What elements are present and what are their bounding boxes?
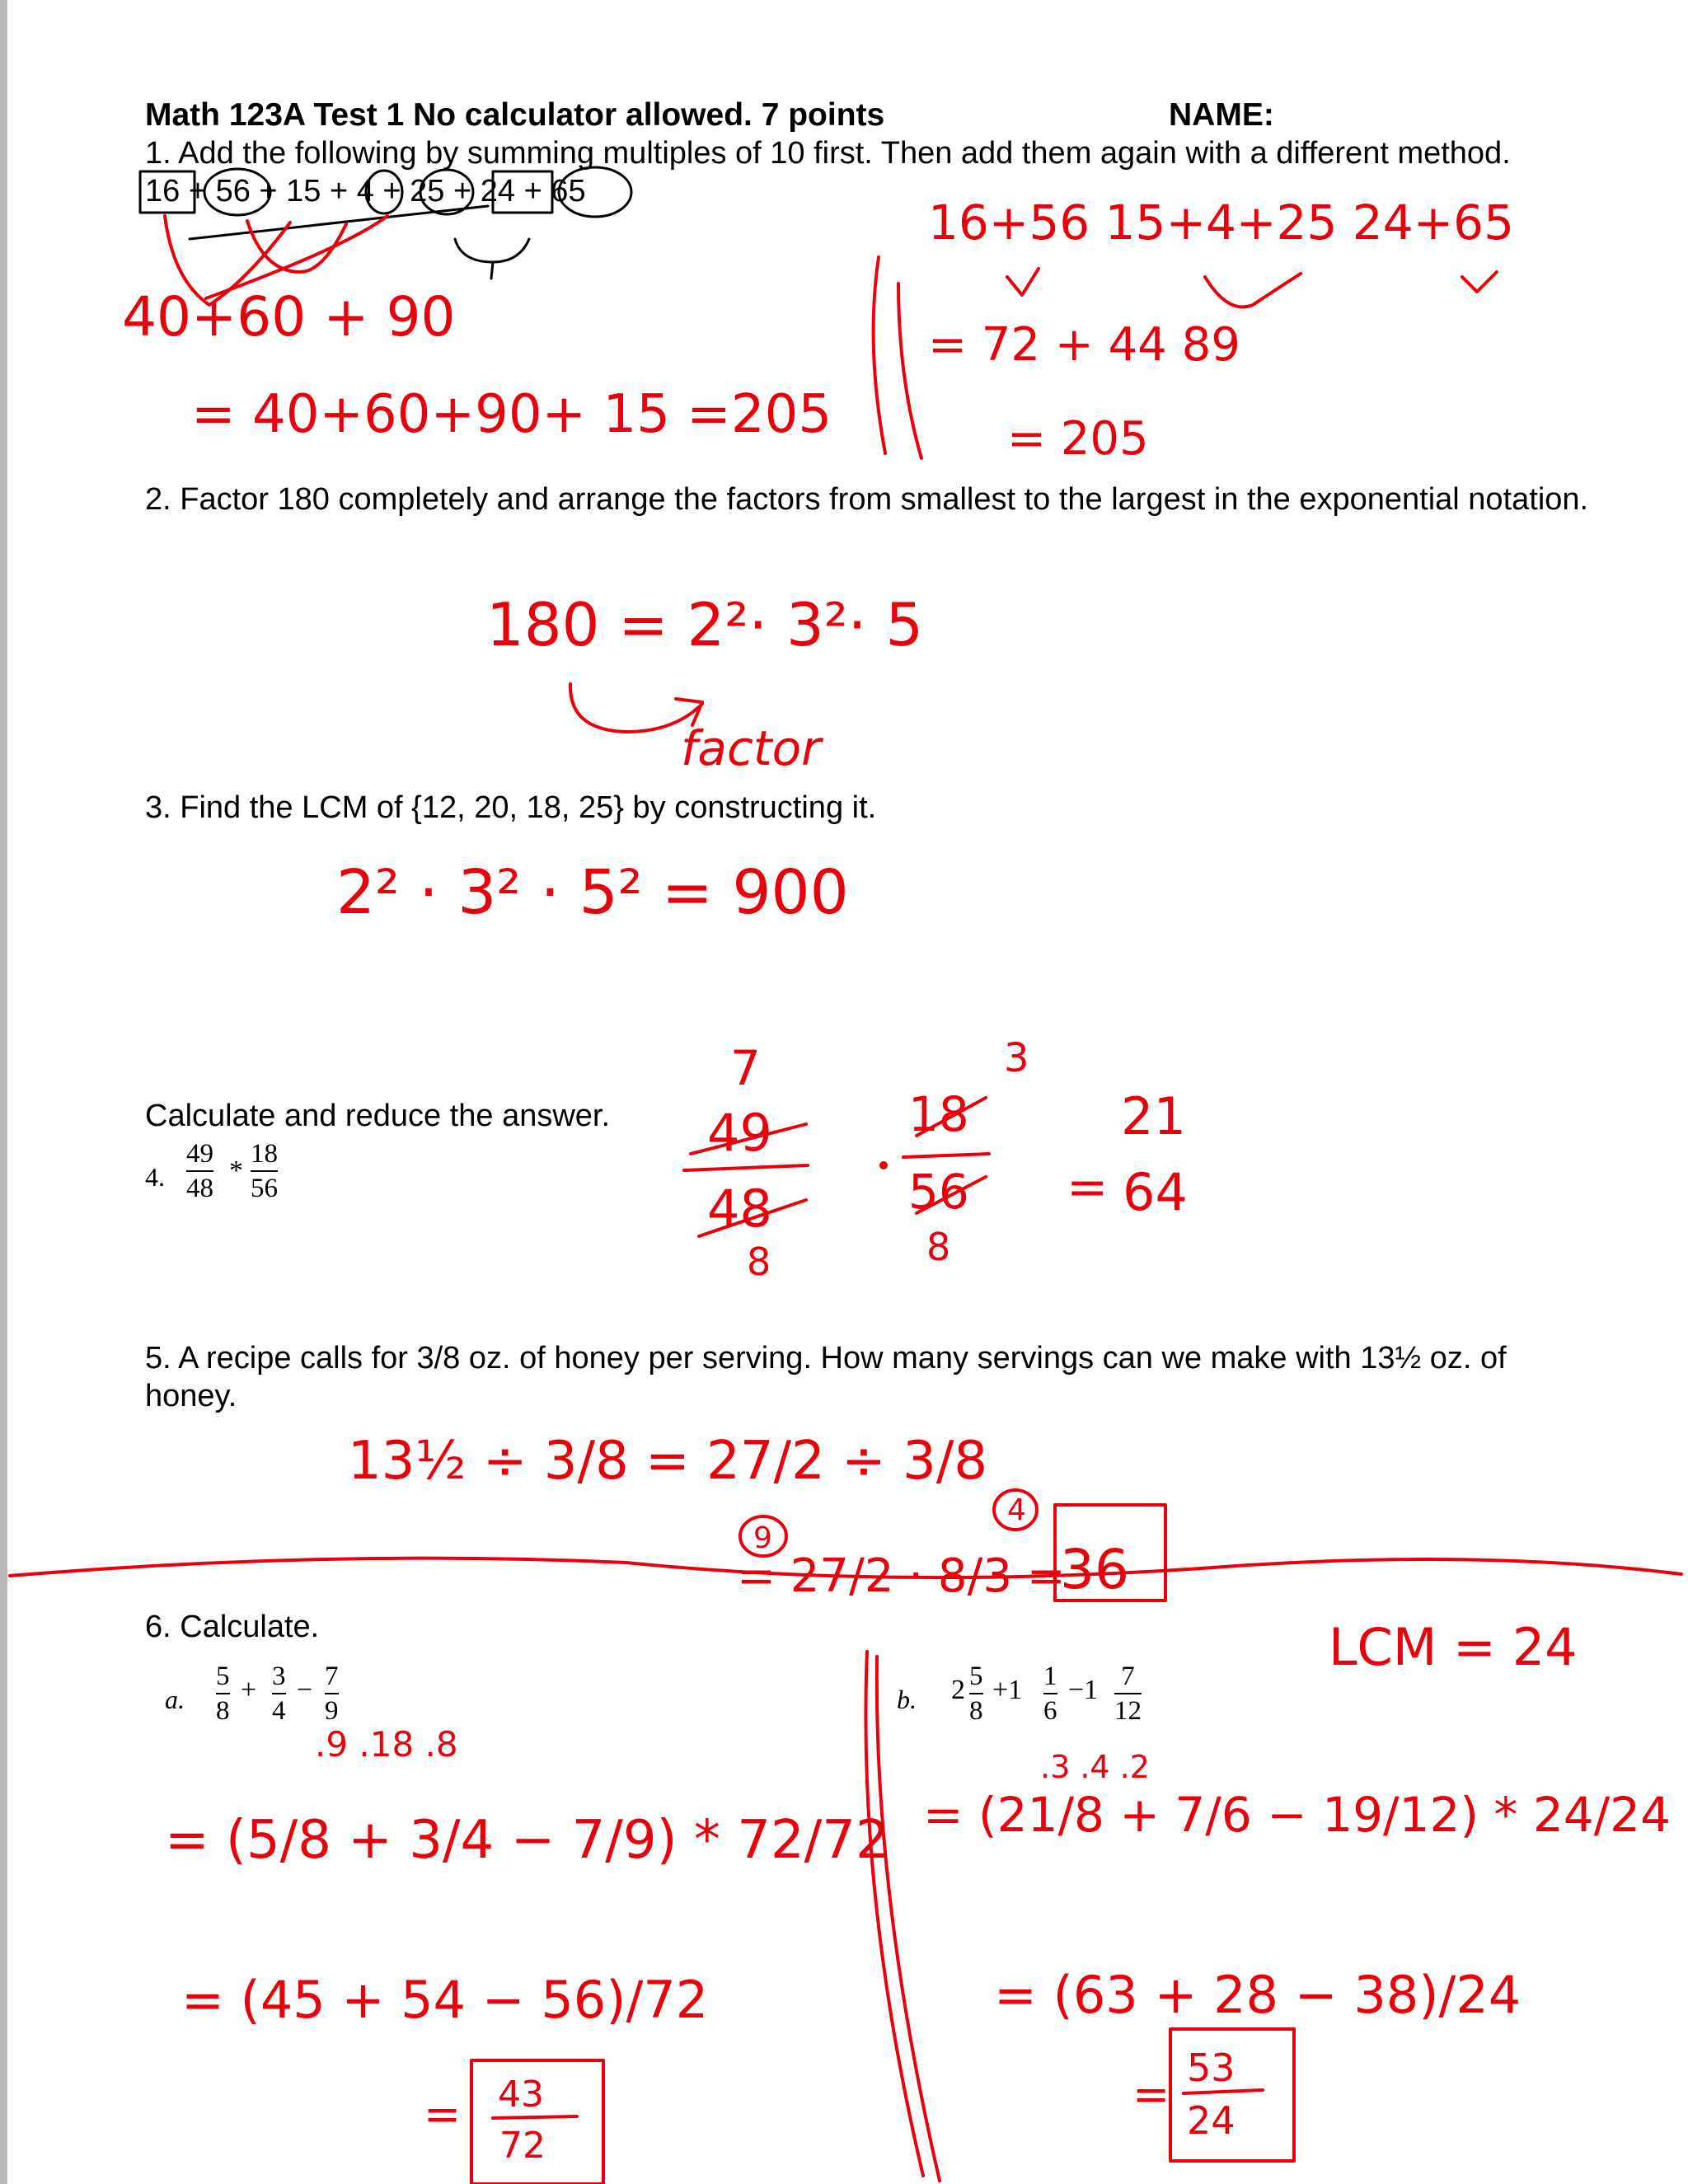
- q4-fraction-2: [251, 1139, 278, 1203]
- q1-alt-result: = 205: [1007, 412, 1149, 466]
- q6-divider-2: [877, 1657, 940, 2181]
- name-label: NAME:: [1169, 97, 1274, 133]
- q4-result-den: 64: [1123, 1162, 1188, 1222]
- q6a-marks: .9 .18 .8: [315, 1724, 458, 1765]
- denominator: 56: [251, 1174, 278, 1203]
- q1-divider-1: [874, 257, 885, 453]
- q1-divider-2: [898, 284, 921, 458]
- q1-brace-stem: [491, 262, 493, 279]
- q1-brace-black: [455, 239, 529, 262]
- q6a-label: a.: [165, 1685, 185, 1714]
- q6a-answer-num: 43: [498, 2074, 544, 2116]
- q6b-whole-1: 2: [951, 1675, 965, 1705]
- q6a-op-1: +: [241, 1675, 257, 1705]
- q1-expression: 16 + 56 + 15 + 4 + 25 + 24 + 65: [145, 174, 586, 209]
- numerator: 49: [186, 1139, 213, 1169]
- denominator: 48: [186, 1174, 213, 1203]
- q4-bar-right: [903, 1154, 989, 1157]
- q6b-answer-equals: =: [1132, 2069, 1170, 2121]
- q4-dot: [879, 1161, 888, 1169]
- q6a-answer-den: 72: [499, 2125, 546, 2167]
- q4-cancel-3: 3: [1004, 1035, 1029, 1081]
- q4-left-den: 48: [707, 1179, 772, 1239]
- q4-bar-left: [684, 1165, 808, 1170]
- q6b-answer-num: 53: [1187, 2046, 1236, 2090]
- q1-alt-top: 16+56 15+4+25 24+65: [928, 194, 1514, 251]
- test-title: Math 123A Test 1 No calculator allowed. 7 points: [145, 97, 885, 133]
- q1-work-line1: 40+60 + 90: [122, 285, 456, 349]
- q6b-label: b.: [897, 1685, 917, 1714]
- q6a-answer-bar: [493, 2116, 577, 2118]
- q1-work-line2: = 40+60+90+ 15 =205: [191, 384, 832, 445]
- q4-number: 4.: [145, 1162, 165, 1192]
- numerator: 5: [969, 1661, 983, 1691]
- denominator: 8: [216, 1696, 230, 1726]
- q6b-fraction-1: [969, 1661, 983, 1726]
- q4-operator: *: [229, 1155, 243, 1186]
- q4-right-den: 56: [908, 1164, 969, 1220]
- q6b-op-1: +1: [992, 1675, 1023, 1705]
- q3-answer: 2² · 3² · 5² = 900: [336, 857, 849, 928]
- denominator: 6: [1043, 1696, 1057, 1726]
- q5-prompt-line2: honey.: [145, 1379, 237, 1413]
- q4-instruction: Calculate and reduce the answer.: [145, 1099, 611, 1133]
- q1-prompt: 1. Add the following by summing multiples of 10 first. Then add them again with a different method.: [145, 136, 1511, 171]
- q6b-work-line1: = (21/8 + 7/6 − 19/12) * 24/24: [923, 1787, 1671, 1843]
- q4-result-num: 21: [1121, 1086, 1186, 1146]
- numerator: 7: [325, 1661, 339, 1691]
- q6a-op-2: −: [297, 1675, 313, 1705]
- numerator: 18: [251, 1139, 278, 1169]
- q5-circled-9: 9: [753, 1521, 772, 1555]
- denominator: 8: [969, 1696, 983, 1726]
- q2-prompt: 2. Factor 180 completely and arrange the factors from smallest to the largest in the exponential notation.: [145, 482, 1589, 517]
- q5-answer: 36: [1060, 1538, 1129, 1601]
- q6a-fraction-3: [325, 1661, 339, 1726]
- denominator: 9: [325, 1696, 339, 1726]
- q6a-fraction-2: [272, 1661, 286, 1726]
- q6a-work-line2: = (45 + 54 − 56)/72: [181, 1970, 709, 2030]
- numerator: 3: [272, 1661, 286, 1691]
- q6-divider: [865, 1652, 923, 2176]
- q6b-op-2: −1: [1068, 1675, 1099, 1705]
- q4-equals: =: [1067, 1159, 1109, 1216]
- q6b-marks: .3 .4 .2: [1040, 1749, 1150, 1785]
- q1-red-check-2: [247, 221, 346, 272]
- q2-note: factor: [681, 720, 821, 776]
- numerator: 1: [1043, 1661, 1057, 1691]
- q6a-work-line1: = (5/8 + 3/4 − 7/9) * 72/72: [165, 1810, 889, 1871]
- window-edge: [0, 0, 7, 2184]
- q6a-answer-equals: =: [424, 2088, 462, 2140]
- q4-left-num: 49: [707, 1103, 772, 1163]
- q4-cancel-8-left: 8: [747, 1240, 771, 1284]
- q4-fraction-1: [186, 1139, 213, 1203]
- q1-alt-check-3: [1462, 272, 1497, 292]
- q6a-fraction-1: [216, 1661, 230, 1726]
- q1-connect-line: [190, 206, 488, 239]
- numerator: 7: [1121, 1661, 1135, 1691]
- q6b-fraction-3: [1114, 1661, 1142, 1726]
- q4-cancel-7: 7: [730, 1040, 761, 1096]
- q3-prompt: 3. Find the LCM of {12, 20, 18, 25} by constructing it.: [145, 790, 877, 825]
- q4-right-num: 18: [908, 1086, 969, 1142]
- q6-prompt: 6. Calculate.: [145, 1610, 320, 1644]
- q4-cancel-8-right: 8: [926, 1225, 951, 1269]
- q1-alt-check-2: [1205, 274, 1301, 307]
- q1-alt-mid: = 72 + 44 89: [928, 318, 1240, 372]
- denominator: 4: [272, 1696, 286, 1726]
- numerator: 5: [216, 1661, 230, 1691]
- q6b-work-line2: = (63 + 28 − 38)/24: [994, 1965, 1522, 2025]
- q5-circled-4: 4: [1007, 1493, 1026, 1527]
- q5-work-line1: 13½ ÷ 3/8 = 27/2 ÷ 3/8: [348, 1431, 988, 1492]
- q5-work-line2: = 27/2 · 8/3 =: [737, 1549, 1066, 1603]
- q6b-answer-den: 24: [1187, 2098, 1236, 2143]
- q6b-fraction-2: [1043, 1661, 1057, 1726]
- q5-prompt-line1: 5. A recipe calls for 3/8 oz. of honey per serving. How many servings can we make with 13½ oz. of: [145, 1341, 1507, 1376]
- q2-answer: 180 = 2²· 3²· 5: [486, 590, 924, 659]
- denominator: 12: [1114, 1696, 1142, 1726]
- q6-lcm: LCM = 24: [1329, 1617, 1578, 1677]
- q6b-answer-bar: [1184, 2090, 1263, 2093]
- q1-alt-check-1: [1007, 269, 1039, 295]
